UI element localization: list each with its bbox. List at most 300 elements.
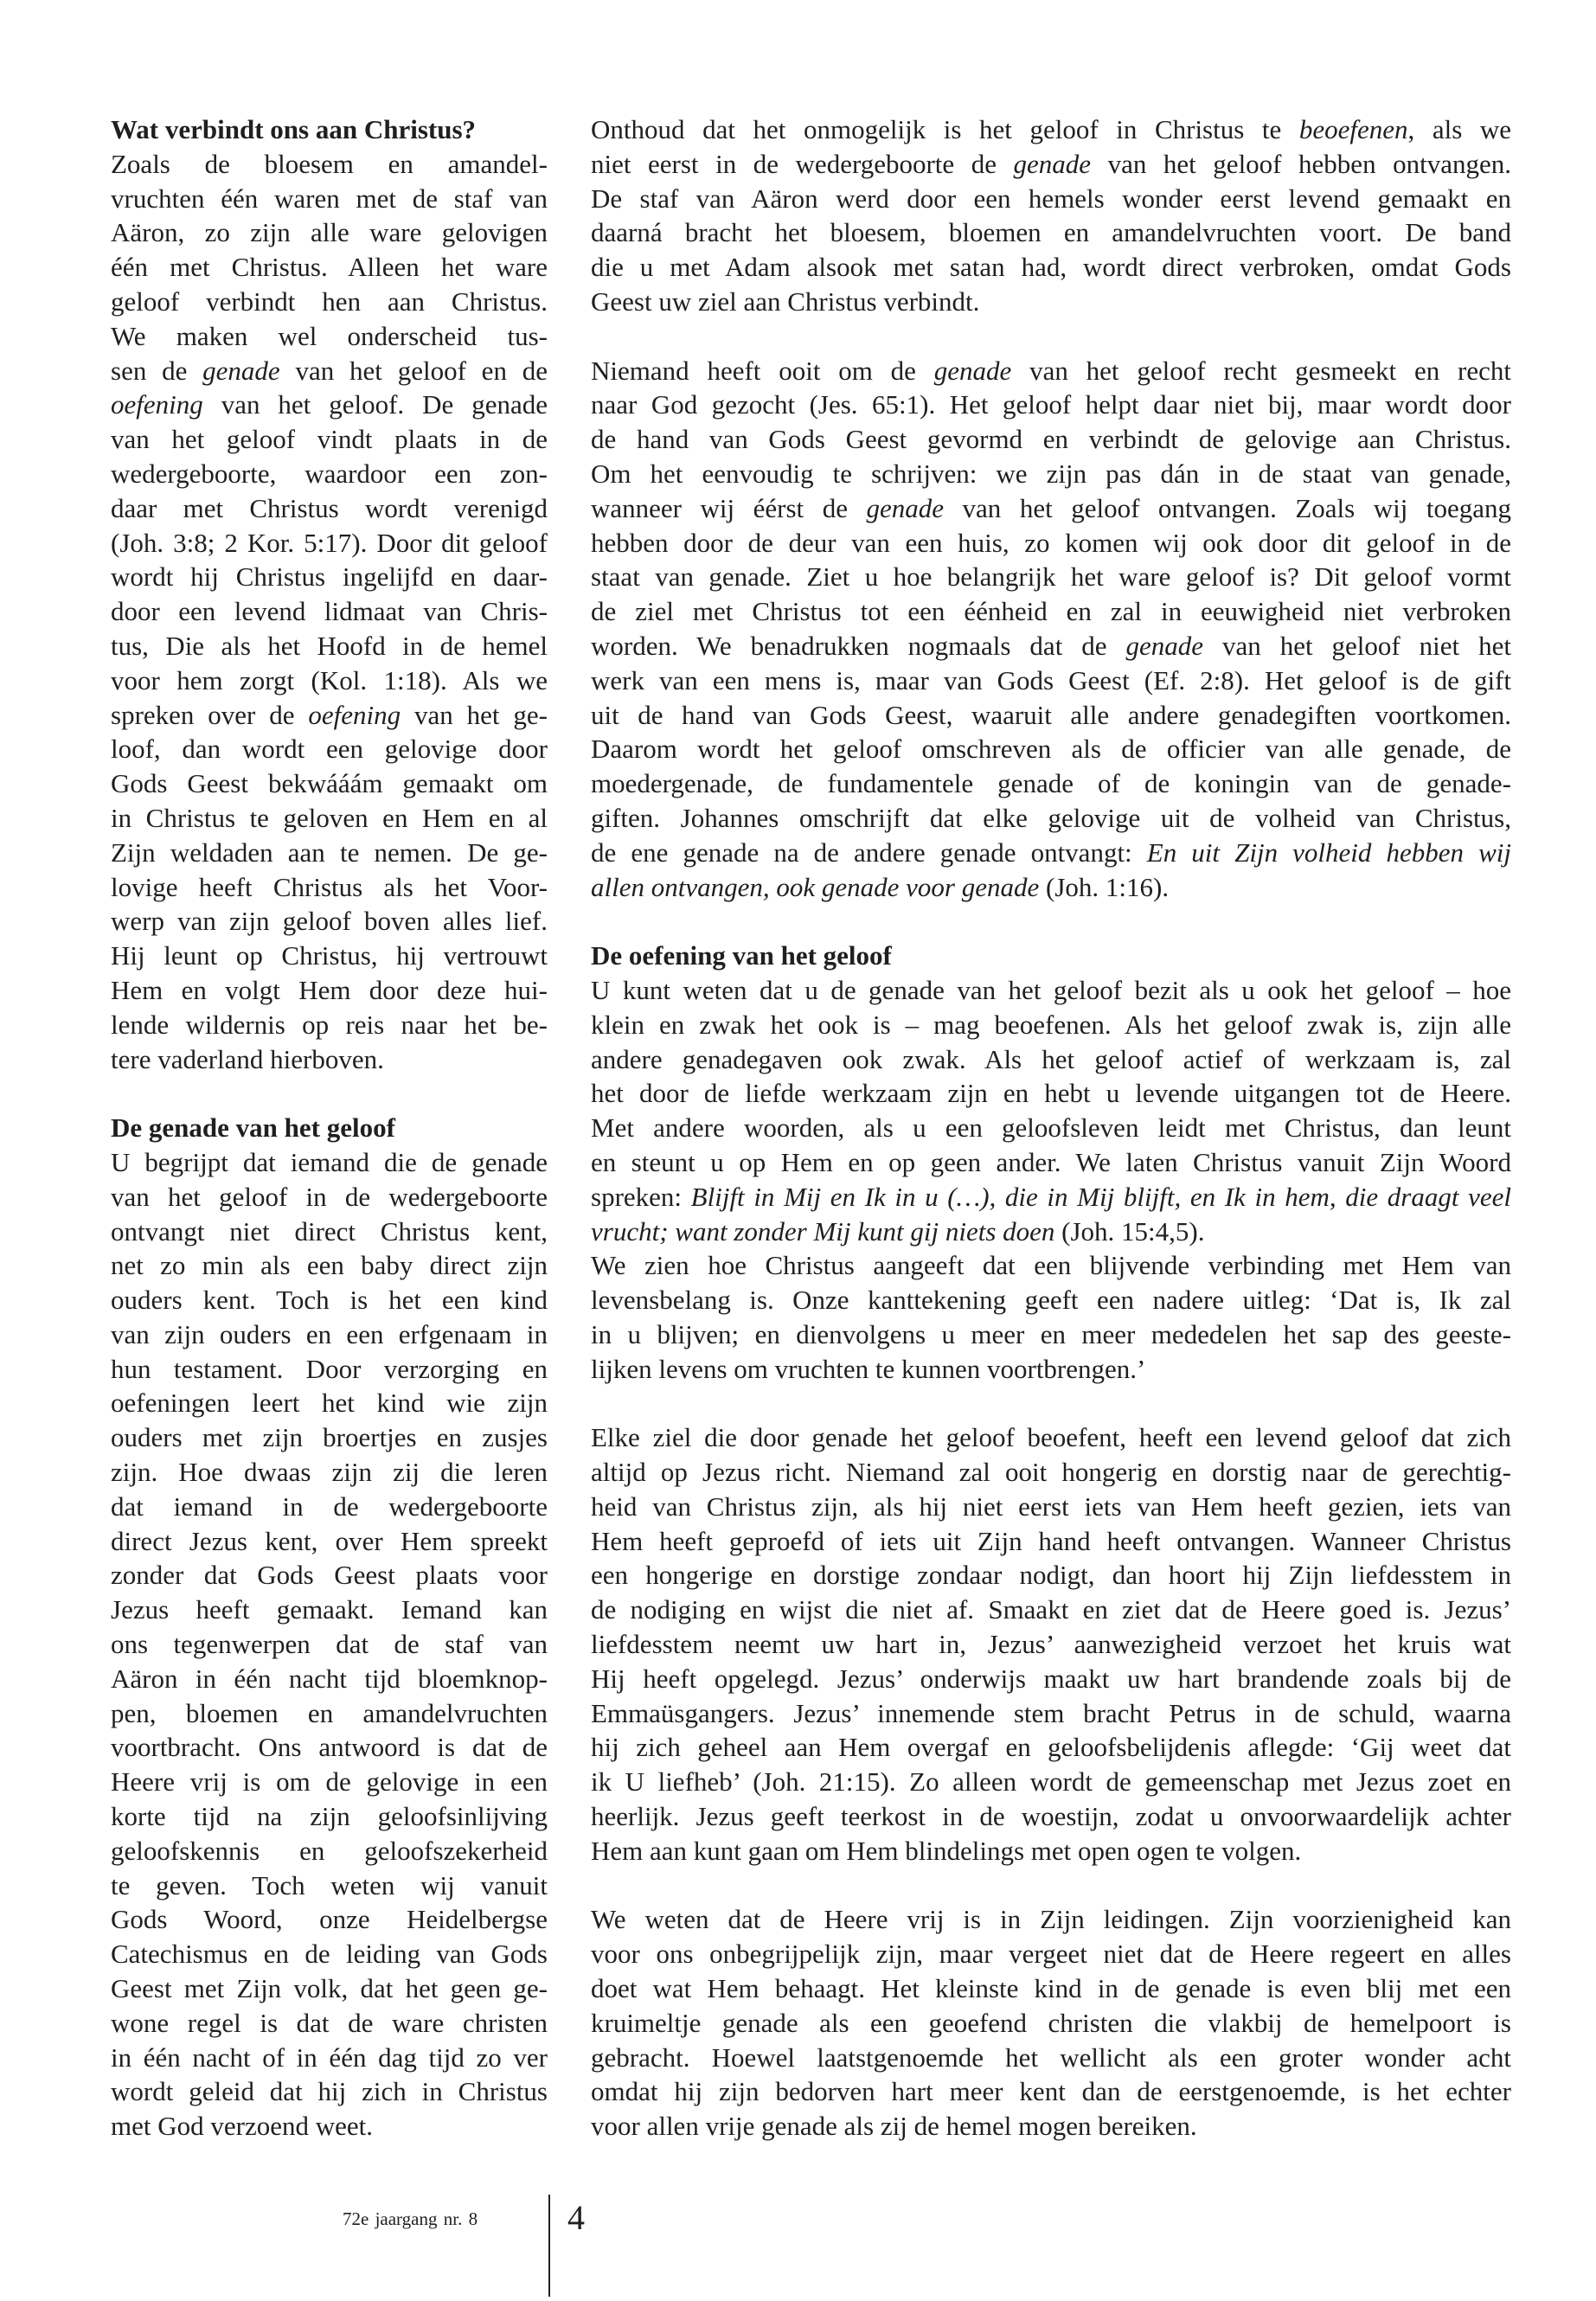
text-line [591,250,1511,285]
text-line [111,1593,548,1627]
line-content [111,1042,384,1077]
text-segment: staat van genade. Ziet u hoe belangrijk het ware geloof is? Dit geloof vormt [591,561,1511,593]
text-line [111,663,548,698]
line-content [111,1593,548,1627]
text-segment: net zo min als een baby direct zijn [111,1250,548,1281]
text-segment: ouders met zijn broertjes en zusjes [111,1422,548,1453]
text-segment: (Joh. 15:4,5). [1054,1215,1205,1247]
line-content [591,285,979,319]
text-line [591,1696,1511,1731]
text-segment: Catechismus en de leiding van Gods [111,1939,548,1970]
text-line [591,491,1511,526]
text-segment: Zoals de bloesem en amandel- [111,148,548,179]
text-line [591,1180,1511,1215]
text-line [591,215,1511,250]
section-heading [591,939,1511,973]
text-segment: daarná bracht het bloesem, bloemen en amandelvruchten voort. De band [591,217,1511,248]
text-line [591,2041,1511,2075]
text-line [591,1111,1511,1145]
text-line [111,939,548,973]
text-line [111,2109,548,2144]
line-content [111,1627,548,1662]
text-segment: gebracht. Hoewel laatstgenoemde het wellicht als een groter wonder acht [591,2041,1511,2073]
footer-divider [548,2195,550,2297]
line-content [591,973,1511,1008]
text-segment: Geest uw ziel aan Christus verbindt. [591,285,980,317]
text-segment: in Christus te geloven en Hem en al [111,802,548,833]
line-content [591,1145,1511,1180]
text-segment: de ene genade na de andere genade ontvangt: [591,836,1147,868]
text-segment: Hem aan kunt gaan om Hem blindelings met open ogen te volgen. [591,1835,1302,1866]
line-content [111,594,548,629]
line-content [591,250,1511,285]
line-content [591,1662,1511,1696]
line-content [591,2041,1511,2075]
text-segment: (Joh. 1:16). [1039,871,1170,902]
line-content [591,663,1511,698]
italic-text: vrucht; want zonder Mij kunt gij niets doen [591,1215,1055,1247]
line-content [111,319,548,354]
text-line [591,973,1511,1008]
text-line [591,698,1511,733]
line-content [591,1593,1511,1627]
blank-line [591,904,1511,939]
text-line [111,2074,548,2109]
text-line [111,1420,548,1455]
line-content [591,1971,1511,2006]
line-content [111,1420,548,1455]
text-segment: wordt hij Christus ingelijfd en daar- [111,561,548,593]
text-segment: wordt geleid dat hij zich in Christus [111,2076,548,2107]
text-line [111,801,548,836]
text-segment: voor hem zorgt (Kol. 1:18). Als we [111,664,548,695]
line-content [111,1180,548,1215]
line-content [591,1490,1511,1524]
text-line [111,1455,548,1490]
text-segment: van het geloof hebben ontvangen. [1091,148,1511,179]
text-line [111,1215,548,1249]
line-content [591,629,1511,663]
text-line [111,1008,548,1042]
line-content [111,870,548,905]
italic-text: genade [1013,148,1092,179]
text-line [111,526,548,561]
text-line [111,1317,548,1352]
text-line [591,1662,1511,1696]
text-segment: Elke ziel die door genade het geloof beoefent, heeft een levend geloof dat zich [591,1422,1511,1453]
text-line [111,319,548,354]
text-line [111,560,548,594]
italic-text: genade [933,355,1012,386]
text-segment: De staf van Aäron werd door een hemels wonder eerst levend gemaakt en [591,183,1511,214]
text-line [111,1490,548,1524]
text-line [591,1627,1511,1662]
line-content [591,1111,1511,1145]
text-segment: niet eerst in de wedergeboorte de [591,148,1014,179]
text-segment: Onthoud dat het onmogelijk is het geloof in Christus te [591,114,1299,144]
text-segment: spreken over de [111,699,309,730]
line-content [111,1386,548,1420]
text-segment: Zijn weldaden aan te nemen. De ge- [111,836,548,868]
text-line [591,1799,1511,1834]
text-segment: met God verzoend weet. [111,2111,373,2142]
text-segment: , als we [1407,114,1511,144]
text-segment: U begrijpt dat iemand die de genade [111,1146,548,1177]
text-segment: geloofskennis en geloofszekerheid [111,1835,548,1866]
text-line [111,1868,548,1903]
line-content [111,491,548,526]
line-content [591,1076,1511,1111]
text-line [111,1386,548,1420]
text-segment: te geven. Toch weten wij vanuit [111,1869,548,1900]
line-content [111,1111,395,1145]
text-segment: Jezus heeft gemaakt. Iemand kan [111,1594,548,1625]
text-line [591,836,1511,870]
text-segment: levensbelang is. Onze kanttekening geeft een nadere uitleg: ‘Dat is, Ik zal [591,1285,1511,1316]
text-segment: wedergeboorte, waardoor een zon- [111,458,548,489]
line-content [111,1215,548,1249]
line-content [591,1455,1511,1490]
text-segment: geloof verbindt hen aan Christus. [111,285,548,317]
line-content [111,2109,373,2144]
text-segment: één met Christus. Alleen het ware [111,252,548,283]
text-line [111,1799,548,1834]
text-line [591,1248,1511,1283]
line-content [111,1008,548,1042]
line-content [111,732,548,766]
text-segment: in één nacht of in één dag tijd zo ver [111,2041,548,2073]
text-line [591,285,1511,319]
text-segment: Hem en volgt Hem door deze hui- [111,974,548,1005]
text-segment: We weten dat de Heere vrij is in Zijn leidingen. Zijn voorzienigheid kan [591,1904,1511,1935]
text-segment: van het geloof en de [279,355,548,386]
text-line [591,388,1511,422]
text-segment: Geest met Zijn volk, dat het geen ge- [111,1973,548,2004]
text-segment: van het geloof recht gesmeekt en recht [1011,355,1511,386]
line-content [111,1971,548,2006]
text-segment: van het geloof in de wedergeboorte [111,1181,548,1212]
text-segment: een hongerige en dorstige zondaar nodigt, dan hoort hij Zijn liefdesstem in [591,1560,1511,1591]
line-content [111,904,548,939]
italic-text: Blijft in Mij en Ik in u (…), die in Mij blijft, en Ik in hem, die draagt veel [690,1181,1511,1212]
text-line [591,629,1511,663]
text-line [591,2109,1511,2144]
right-column [591,112,1511,2144]
line-content [591,457,1511,491]
text-segment: Niemand heeft ooit om de [591,355,934,386]
line-content [111,836,548,870]
text-segment: spreken: [591,1181,691,1212]
italic-text: oefening [111,389,203,420]
line-content [111,663,548,698]
text-line [111,422,548,457]
text-line [591,1215,1511,1249]
line-content [591,1352,1145,1387]
text-segment: moedergenade, de fundamentele genade of de koningin van de genade- [591,768,1511,799]
text-segment: zijn. Hoe dwaas zijn zij die leren [111,1457,548,1488]
text-segment: ouders kent. Toch is het een kind [111,1285,548,1316]
text-segment: hun testament. Door verzorging en [111,1353,548,1384]
line-content [111,1902,548,1937]
text-segment: Heere vrij is om de gelovige in een [111,1766,548,1798]
line-content [591,1696,1511,1731]
text-line [591,1455,1511,1490]
text-line [591,457,1511,491]
text-segment: van het geloof. De genade [202,389,548,420]
line-content [591,215,1511,250]
text-segment: de hand van Gods Geest gevormd en verbindt de gelovige aan Christus. [591,424,1511,455]
text-line [591,526,1511,561]
text-segment: het door de liefde werkzaam zijn en hebt u levende uitgangen tot de Heere. [591,1078,1511,1109]
text-line [591,1352,1511,1387]
text-segment: U kunt weten dat u de genade van het geloof bezit als u ook het geloof – hoe [591,974,1511,1005]
text-line [111,973,548,1008]
text-segment: heerlijk. Jezus geeft teerkost in de woestijn, zodat u onvoorwaardelijk achter [591,1801,1511,1832]
text-segment: en steunt u op Hem en op geen ander. We laten Christus vanuit Zijn Woord [591,1146,1511,1177]
text-segment: hij zich geheel aan Hem overgaf en geloofsbelijdenis aflegde: ‘Gij weet dat [591,1732,1511,1763]
text-segment: kruimeltje genade als een geoefend christen die vlakbij de hemelpoort is [591,2007,1511,2038]
line-content [591,801,1511,836]
line-content [591,1317,1511,1352]
text-segment: sen de [111,355,203,386]
line-content [591,112,1511,147]
line-content [111,1352,548,1387]
line-content [591,2006,1511,2041]
line-content [591,1799,1511,1834]
text-segment: voortbracht. Ons antwoord is dat de [111,1732,548,1763]
line-content [111,1145,548,1180]
text-line [591,354,1511,388]
text-line [111,1283,548,1317]
text-line [111,766,548,801]
text-segment: pen, bloemen en amandelvruchten [111,1697,548,1728]
text-segment: Wat verbindt ons aan Christus? [111,114,477,144]
text-line [591,870,1511,905]
text-line [111,250,548,285]
line-content [111,1248,548,1283]
blank-line [591,1386,1511,1420]
text-segment: omdat hij zijn bedorven hart meer kent dan de eerstgenoemde, is het echter [591,2076,1511,2107]
italic-text: genade [1125,630,1204,661]
line-content [591,698,1511,733]
text-segment: ik U liefheb’ (Joh. 21:15). Zo alleen wordt de gemeenschap met Jezus zoet en [591,1766,1511,1798]
line-content [111,112,476,147]
line-content [111,939,548,973]
line-content [591,1902,1511,1937]
line-content [111,182,548,216]
line-content [111,973,548,1008]
italic-text: allen ontvangen, ook genade voor genade [591,871,1040,902]
line-content [591,1834,1301,1868]
text-line [111,904,548,939]
line-content [591,1627,1511,1662]
text-segment: (Joh. 3:8; 2 Kor. 5:17). Door dit geloof [111,527,548,558]
text-segment: lende wildernis op reis naar het be- [111,1009,548,1040]
text-segment: altijd op Jezus richt. Niemand zal ooit hongerig en dorstig naar de gerechtig- [591,1457,1511,1488]
text-segment: Hem heeft geproefd of iets uit Zijn hand heeft ontvangen. Wanneer Christus [591,1525,1511,1556]
page-number: 4 [567,2198,585,2237]
text-line [591,422,1511,457]
text-line [111,354,548,388]
text-line [591,663,1511,698]
line-content [111,526,548,561]
text-segment: van het geloof vindt plaats in de [111,424,548,455]
text-segment: lijken levens om vruchten te kunnen voortbrengen.’ [591,1353,1146,1384]
text-line [111,1730,548,1765]
text-line [111,285,548,319]
text-segment: naar God gezocht (Jes. 65:1). Het geloof helpt daar niet bij, maar wordt door [591,389,1511,420]
text-segment: vruchten één waren met de staf van [111,183,548,214]
text-segment: We maken wel onderscheid tus- [111,320,548,351]
line-content [591,1180,1511,1215]
line-content [591,1248,1511,1283]
text-segment: ons tegenwerpen dat de staf van [111,1629,548,1660]
section-heading [111,1111,548,1145]
text-line [111,836,548,870]
text-segment: Daarom wordt het geloof omschreven als de officier van alle genade, de [591,734,1511,765]
text-segment: hebben door de deur van een huis, zo komen wij ook door dit geloof in de [591,527,1511,558]
blank-line [591,319,1511,354]
line-content [591,836,1511,870]
text-line [111,182,548,216]
text-segment: De genade van het geloof [111,1112,395,1144]
line-content [591,2109,1197,2144]
text-line [111,1937,548,1971]
text-line [591,1524,1511,1559]
line-content [591,870,1169,905]
line-content [591,1558,1511,1593]
text-segment: giften. Johannes omschrijft dat elke gelovige uit de volheid van Christus, [591,802,1511,833]
line-content [591,147,1511,182]
line-content [111,354,548,388]
text-segment: Hij heeft opgelegd. Jezus’ onderwijs maakt uw hart brandende zoals bij de [591,1663,1511,1694]
text-segment: Aäron, zo zijn alle ware gelovigen [111,217,548,248]
line-content [591,1524,1511,1559]
text-line [591,1593,1511,1627]
line-content [591,1765,1511,1799]
line-content [111,1765,548,1799]
line-content [111,1662,548,1696]
text-line [591,182,1511,216]
line-content [111,1524,548,1559]
line-content [111,1490,548,1524]
left-column [111,112,548,2144]
line-content [111,457,548,491]
line-content [111,1317,548,1352]
line-content [111,1283,548,1317]
line-content [111,629,548,663]
text-line [591,766,1511,801]
text-line [111,1765,548,1799]
line-content [111,2074,548,2109]
line-content [111,250,548,285]
line-content [591,2074,1511,2109]
text-segment: korte tijd na zijn geloofsinlijving [111,1801,548,1832]
text-segment: loof, dan wordt een gelovige door [111,734,548,765]
text-line [591,732,1511,766]
line-content [591,732,1511,766]
text-segment: Met andere woorden, als u een geloofsleven leidt met Christus, dan leunt [591,1112,1511,1144]
text-line [591,147,1511,182]
line-content [591,1042,1511,1077]
text-segment: De oefening van het geloof [591,940,892,971]
text-segment: die u met Adam alsook met satan had, wordt direct verbroken, omdat Gods [591,252,1511,283]
line-content [111,1799,548,1834]
line-content [111,801,548,836]
line-content [111,422,548,457]
text-line [111,629,548,663]
text-segment: doet wat Hem behaagt. Het kleinste kind in de genade is even blij met een [591,1973,1511,2004]
text-line [591,1076,1511,1111]
text-line [591,1283,1511,1317]
text-line [591,112,1511,147]
text-segment: de nodiging en wijst die niet af. Smaakt en ziet dat de Heere goed is. Jezus’ [591,1594,1511,1625]
text-line [111,1696,548,1731]
text-segment: de ziel met Christus tot een éénheid en zal in eeuwigheid niet verbroken [591,596,1511,627]
line-content [591,560,1511,594]
text-line [111,732,548,766]
text-line [591,1937,1511,1971]
text-segment: tus, Die als het Hoofd in de hemel [111,630,548,661]
blank-line [591,1868,1511,1903]
text-segment: van het geloof ontvangen. Zoals wij toegang [944,492,1511,523]
text-line [111,1145,548,1180]
line-content [111,1455,548,1490]
text-line [111,1627,548,1662]
text-line [591,1902,1511,1937]
line-content [591,594,1511,629]
line-content [111,1834,548,1868]
text-segment: oefeningen leert het kind wie zijn [111,1388,548,1419]
text-line [111,147,548,182]
text-line [591,1145,1511,1180]
line-content [591,1008,1511,1042]
text-segment: in u blijven; en dienvolgens u meer en meer mededelen het sap des geeste- [591,1318,1511,1349]
text-segment: Hij leunt op Christus, hij vertrouwt [111,940,548,971]
line-content [111,1937,548,1971]
text-segment: voor ons onbegrijpelijk zijn, maar vergeet niet dat de Heere regeert en alles [591,1939,1511,1970]
text-line [111,1180,548,1215]
text-line [591,2074,1511,2109]
text-segment: Gods Woord, onze Heidelbergse [111,1904,548,1935]
italic-text: En uit Zijn volheid hebben wij [1146,836,1511,868]
line-content [111,285,548,319]
text-line [591,1042,1511,1077]
text-segment: van het geloof niet het [1203,630,1511,661]
text-line [591,1730,1511,1765]
text-segment: van zijn ouders en een erfgenaam in [111,1318,548,1349]
text-segment: van het ge- [401,699,548,730]
text-line [111,1834,548,1868]
text-segment: door een levend lidmaat van Chris- [111,596,548,627]
text-segment: zonder dat Gods Geest plaats voor [111,1560,548,1591]
text-segment: uit de hand van Gods Geest, waaruit alle andere genadegiften voortkomen. [591,699,1511,730]
text-segment: We zien hoe Christus aangeeft dat een blijvende verbinding met Hem van [591,1250,1511,1281]
text-line [111,1662,548,1696]
text-line [591,560,1511,594]
line-content [111,1868,548,1903]
text-segment: wone regel is dat de ware christen [111,2007,548,2038]
line-content [591,1730,1511,1765]
text-line [591,1317,1511,1352]
line-content [111,147,548,182]
text-line [111,1558,548,1593]
italic-text: genade [866,492,945,523]
text-segment: liefdesstem neemt uw hart in, Jezus’ aanwezigheid verzoet het kruis wat [591,1629,1511,1660]
line-content [591,422,1511,457]
footer-issue: 72e jaargang nr. 8 [343,2208,478,2229]
line-content [591,182,1511,216]
